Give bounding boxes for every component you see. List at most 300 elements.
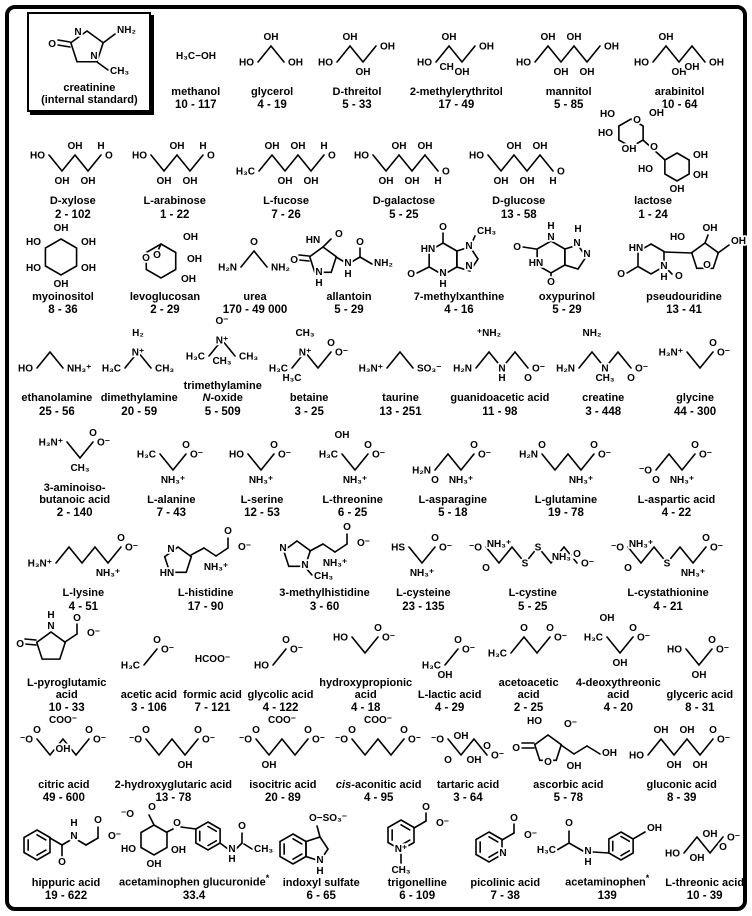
svg-text:OH: OH xyxy=(671,67,687,79)
svg-text:O: O xyxy=(104,150,113,162)
svg-text:O: O xyxy=(443,754,452,766)
svg-text:H₃C: H₃C xyxy=(488,648,508,660)
svg-text:OH: OH xyxy=(53,278,69,290)
compound-name: ascorbic acid xyxy=(533,778,604,791)
compound-name: mannitol xyxy=(545,86,592,99)
svg-text:N: N xyxy=(547,231,555,243)
figure-row-1 xyxy=(13,13,739,112)
compound-range: 170 - 49 000 xyxy=(222,304,288,316)
svg-text:H₃C: H₃C xyxy=(102,363,122,375)
compound-range: 5 - 33 xyxy=(342,99,372,112)
figure-row-4 xyxy=(13,317,739,419)
compound-ethanolamine xyxy=(19,328,95,418)
svg-text:O⁻: O⁻ xyxy=(290,644,304,656)
svg-text:O: O xyxy=(709,338,717,350)
svg-text:O: O xyxy=(454,635,463,647)
svg-text:OH: OH xyxy=(679,724,695,736)
svg-text:H: H xyxy=(70,817,78,829)
svg-text:N: N xyxy=(465,260,473,272)
svg-text:O: O xyxy=(327,150,336,162)
svg-text:OH: OH xyxy=(264,141,280,153)
compound-name: L-cysteine xyxy=(396,587,451,600)
figure-row-2 xyxy=(13,108,739,221)
structure-hippuric-acid xyxy=(13,814,122,877)
compound-citric-acid xyxy=(19,715,109,805)
compound-range: 11 - 98 xyxy=(482,405,518,418)
svg-text:⁻O: ⁻O xyxy=(19,734,33,746)
svg-text:H: H xyxy=(319,141,328,153)
figure-row-6 xyxy=(13,520,739,614)
compound-name: 7-methylxanthine xyxy=(413,290,505,303)
compound-name: L-glutamine xyxy=(534,493,598,506)
svg-text:NH₃⁺: NH₃⁺ xyxy=(203,562,228,574)
svg-text:H: H xyxy=(434,176,442,188)
svg-text:NH₃⁺: NH₃⁺ xyxy=(342,474,367,486)
svg-text:O: O xyxy=(702,533,710,545)
svg-text:H₃N⁺: H₃N⁺ xyxy=(358,363,383,375)
structure-pseudouridine xyxy=(617,221,747,291)
compound-range: 25 - 56 xyxy=(38,405,75,418)
svg-text:OH: OH xyxy=(540,32,556,44)
svg-text:O⁻: O⁻ xyxy=(710,542,724,554)
svg-text:OH: OH xyxy=(647,823,663,835)
svg-text:O⁻: O⁻ xyxy=(237,542,251,554)
svg-text:N⁺: N⁺ xyxy=(131,347,145,359)
svg-text:H: H xyxy=(316,865,324,877)
svg-text:HO: HO xyxy=(354,150,370,162)
svg-text:OH: OH xyxy=(666,759,682,771)
compound-range: 5 - 25 xyxy=(518,600,548,613)
compound-name: gluconic acid xyxy=(646,778,717,791)
compound-l-serine xyxy=(230,430,294,520)
structure-acetic-acid xyxy=(120,625,177,689)
compound-3-aminoisobutanoic-acid xyxy=(37,418,113,520)
compound-lactose xyxy=(585,108,721,221)
svg-text:⁻O: ⁻O xyxy=(121,809,135,821)
svg-text:CH₃: CH₃ xyxy=(595,373,615,385)
compound-name: cis-aconitic acid xyxy=(335,778,422,791)
structure-betaine xyxy=(268,328,351,392)
svg-text:OH: OH xyxy=(67,141,83,153)
svg-text:N: N xyxy=(499,847,507,859)
compound-range: 13 - 41 xyxy=(666,304,702,316)
svg-text:OH: OH xyxy=(182,176,198,188)
figure-row-3 xyxy=(13,220,746,318)
compound-name: L-pyroglutamic acid xyxy=(26,676,107,702)
compound-name: hydroxypropionic acid xyxy=(319,676,413,702)
structure-l-lactic-acid xyxy=(418,625,482,689)
structure-cis-aconitic-acid xyxy=(334,715,424,779)
svg-text:O: O xyxy=(557,166,565,178)
svg-text:HO: HO xyxy=(416,57,432,69)
svg-text:NH₃⁺: NH₃⁺ xyxy=(669,474,695,486)
svg-text:OH: OH xyxy=(506,141,522,153)
compound-name: creatine xyxy=(582,392,625,405)
structure-l-lysine xyxy=(26,523,141,587)
svg-text:O⁻: O⁻ xyxy=(717,347,731,359)
svg-text:O: O xyxy=(206,150,215,162)
svg-text:H: H xyxy=(47,609,55,621)
compound-range: 44 - 300 xyxy=(673,405,717,418)
compound-range: 10 - 117 xyxy=(174,99,217,112)
svg-text:N⁺: N⁺ xyxy=(298,347,311,359)
svg-text:H₃C: H₃C xyxy=(282,373,302,385)
svg-text:N: N xyxy=(47,620,55,632)
compound-range: 13 - 251 xyxy=(379,405,422,418)
svg-text:HO: HO xyxy=(600,109,616,121)
svg-text:N: N xyxy=(167,544,175,556)
svg-text:O⁻: O⁻ xyxy=(92,734,106,746)
structure-methanol xyxy=(166,22,226,86)
compound-name: L-lysine xyxy=(62,587,105,600)
svg-text:N: N xyxy=(660,260,668,272)
structure-acetaminophen-glucuronide xyxy=(119,802,274,874)
compound-range: 8 - 39 xyxy=(666,791,697,804)
svg-text:OH: OH xyxy=(702,828,718,840)
compound-range: 5 - 18 xyxy=(438,507,468,520)
compound-name: 3-aminoiso- butanoic acid xyxy=(39,481,111,506)
svg-text:OH: OH xyxy=(649,108,665,120)
svg-text:O: O xyxy=(173,818,181,830)
compound-name: pseudouridine xyxy=(646,290,722,303)
compound-name: glyceric acid xyxy=(666,689,734,702)
svg-text:OH: OH xyxy=(81,262,96,274)
svg-text:NH₃⁺: NH₃⁺ xyxy=(95,568,121,580)
compound-l-aspartic-acid xyxy=(638,430,716,520)
svg-text:HO: HO xyxy=(332,632,348,644)
svg-text:OH: OH xyxy=(621,144,637,156)
svg-text:OH: OH xyxy=(579,67,595,79)
svg-text:O: O xyxy=(442,166,451,178)
figure-row-8 xyxy=(13,715,739,805)
compound-range: 10 - 39 xyxy=(686,889,723,902)
compound-3-methylhistidine xyxy=(271,519,379,613)
svg-text:OH: OH xyxy=(437,670,453,682)
svg-text:NH₂: NH₂ xyxy=(374,257,393,269)
svg-text:NH₃⁺: NH₃⁺ xyxy=(552,552,577,564)
compound-range: 10 - 64 xyxy=(661,99,698,112)
svg-text:H₃C: H₃C xyxy=(137,449,157,461)
compound-name: levoglucosan xyxy=(129,290,201,303)
svg-text:OH: OH xyxy=(342,32,357,44)
svg-text:O: O xyxy=(282,635,290,647)
svg-text:NH₃⁺: NH₃⁺ xyxy=(449,474,474,486)
structure-taurine xyxy=(357,328,445,392)
svg-text:H₂N: H₂N xyxy=(452,363,472,375)
compound-range: 3 - 64 xyxy=(453,791,483,804)
svg-text:OH: OH xyxy=(689,852,705,864)
svg-text:⁻O: ⁻O xyxy=(611,542,625,554)
svg-text:O: O xyxy=(520,622,529,634)
svg-text:O⁻: O⁻ xyxy=(698,449,712,461)
compound-name: 2-methylerythritol xyxy=(409,86,503,99)
svg-text:H₃N⁺: H₃N⁺ xyxy=(658,347,684,359)
svg-text:OH: OH xyxy=(566,32,582,44)
svg-text:⁻O: ⁻O xyxy=(469,542,483,554)
compound-d-xylose xyxy=(31,131,115,221)
svg-text:O: O xyxy=(719,841,728,853)
svg-text:H: H xyxy=(660,271,668,283)
svg-text:OH: OH xyxy=(684,62,700,74)
svg-text:O: O xyxy=(709,724,718,736)
svg-text:O: O xyxy=(617,268,625,280)
compound-name: L-aspartic acid xyxy=(637,493,716,506)
compound-range: 23 - 135 xyxy=(402,600,445,613)
compound-range: 4 - 122 xyxy=(262,702,299,715)
svg-text:OH: OH xyxy=(171,845,187,857)
compound-name: L-serine xyxy=(240,493,284,506)
svg-text:OH: OH xyxy=(334,429,350,441)
svg-text:O⁻: O⁻ xyxy=(202,734,216,746)
svg-text:OH: OH xyxy=(669,184,685,196)
svg-text:O: O xyxy=(703,259,711,271)
svg-text:O: O xyxy=(482,563,491,575)
svg-text:NH₂: NH₂ xyxy=(117,25,137,37)
svg-text:O: O xyxy=(347,724,356,736)
compound-creatinine xyxy=(27,12,151,112)
svg-text:OH: OH xyxy=(378,176,394,188)
svg-text:O: O xyxy=(707,635,716,647)
compound-l-histidine xyxy=(154,523,258,613)
svg-text:N: N xyxy=(344,257,352,269)
compound-glycine xyxy=(657,328,733,418)
svg-text:NH₃⁺: NH₃⁺ xyxy=(322,558,347,570)
svg-text:OH: OH xyxy=(303,176,319,188)
structure-l-cystathionine xyxy=(610,523,726,587)
structure-trigonelline xyxy=(373,801,461,877)
structure-guanidoacetic-acid xyxy=(450,328,549,392)
compound-name: L-lactic acid xyxy=(417,689,482,702)
compound-range: 139 xyxy=(597,889,617,902)
svg-text:H: H xyxy=(439,278,447,290)
compound-range: 7 - 38 xyxy=(490,889,520,902)
svg-text:O: O xyxy=(290,254,298,266)
compound-l-lysine xyxy=(26,523,141,613)
compound-glycerol xyxy=(240,22,304,112)
compound-range: 4 - 18 xyxy=(350,702,381,715)
svg-text:O−SO₃⁻: O−SO₃⁻ xyxy=(309,812,348,824)
svg-text:H₃C: H₃C xyxy=(121,660,141,672)
compound-name: L-cystine xyxy=(508,587,557,600)
compound-glycolic-acid xyxy=(248,625,314,715)
compound-acetic-acid xyxy=(120,625,177,715)
structure-d-glucose xyxy=(470,131,567,195)
svg-text:O⁻: O⁻ xyxy=(531,363,545,375)
compound-range: 4 - 20 xyxy=(603,702,634,715)
svg-text:O⁻: O⁻ xyxy=(490,750,504,762)
svg-text:O⁻: O⁻ xyxy=(554,632,568,644)
compound-name: lactose xyxy=(634,195,673,208)
svg-text:O: O xyxy=(627,373,636,385)
svg-text:HO: HO xyxy=(317,57,333,69)
structure-creatine xyxy=(555,328,651,392)
structure-7-methylxanthine xyxy=(405,223,513,291)
svg-text:OH: OH xyxy=(731,235,746,247)
compound-name: creatinine (internal standard) xyxy=(41,82,138,107)
svg-text:OH: OH xyxy=(417,141,433,153)
svg-text:HN: HN xyxy=(305,234,321,246)
compound-range: 4 - 16 xyxy=(444,304,474,316)
compound-range: 4 - 51 xyxy=(68,600,99,613)
compound-range: 5 - 509 xyxy=(204,405,241,418)
svg-text:O: O xyxy=(399,724,408,736)
svg-text:N⁺: N⁺ xyxy=(394,843,408,855)
svg-text:HO: HO xyxy=(527,715,543,727)
svg-text:HO: HO xyxy=(29,150,45,162)
svg-text:O: O xyxy=(629,622,638,634)
svg-text:OH: OH xyxy=(290,141,306,153)
svg-text:H₃C: H₃C xyxy=(584,632,604,644)
compound-l-alanine xyxy=(136,430,206,520)
compound-range: 1 - 22 xyxy=(159,208,190,221)
compound-name: L-threonine xyxy=(322,493,383,506)
structure-3-methylhistidine xyxy=(271,519,379,587)
svg-text:OH: OH xyxy=(379,41,395,53)
compound-name: glycine xyxy=(676,392,715,405)
svg-text:OH: OH xyxy=(54,176,70,188)
svg-text:O: O xyxy=(356,236,364,248)
structure-indoxyl-sulfate xyxy=(269,811,373,877)
svg-text:O: O xyxy=(142,252,150,264)
svg-text:O⁻: O⁻ xyxy=(381,632,395,644)
structure-l-arabinose xyxy=(133,131,217,195)
svg-text:O: O xyxy=(223,526,232,538)
svg-text:OH: OH xyxy=(658,32,674,44)
compound-name: tartaric acid xyxy=(436,778,500,791)
svg-text:OH: OH xyxy=(169,141,185,153)
compound-name: 2-hydroxyglutaric acid xyxy=(114,778,233,791)
svg-text:N: N xyxy=(228,844,236,856)
svg-text:HO: HO xyxy=(26,262,41,274)
svg-text:O⁻: O⁻ xyxy=(524,829,538,841)
svg-text:HO: HO xyxy=(131,150,147,162)
compound-name: L-arabinose xyxy=(143,195,206,208)
svg-text:O: O xyxy=(439,221,447,233)
svg-text:O⁻: O⁻ xyxy=(96,437,110,449)
svg-text:HO: HO xyxy=(666,644,682,656)
compound-range: 4 - 29 xyxy=(434,702,465,715)
compound-glyceric-acid xyxy=(667,625,734,715)
structure-l-pyroglutamic-acid xyxy=(15,609,115,677)
svg-text:O⁻: O⁻ xyxy=(108,830,122,842)
structure-l-fucose xyxy=(235,131,338,195)
structure-hydroxypropionic-acid xyxy=(319,613,412,677)
svg-text:H: H xyxy=(584,857,592,869)
structure-lactose xyxy=(585,108,721,196)
svg-text:O: O xyxy=(363,439,372,451)
compound-name: dimethylamine xyxy=(100,392,178,405)
compound-urea xyxy=(217,227,293,317)
compound-name: trigonelline xyxy=(387,876,447,889)
svg-text:COO⁻: COO⁻ xyxy=(363,714,392,726)
svg-text:O: O xyxy=(675,270,683,282)
compound-name: D-threitol xyxy=(332,86,382,99)
compound-range: 49 - 600 xyxy=(42,791,85,804)
svg-text:H₃N⁺: H₃N⁺ xyxy=(38,437,63,449)
svg-text:O: O xyxy=(303,724,312,736)
svg-text:OH: OH xyxy=(80,176,96,188)
structure-glycine xyxy=(657,328,733,392)
compound-range: 3 - 25 xyxy=(294,405,324,418)
svg-text:O⁻: O⁻ xyxy=(597,449,611,461)
svg-text:SO₃⁻: SO₃⁻ xyxy=(416,363,441,375)
svg-text:NH₂: NH₂ xyxy=(582,328,602,340)
svg-text:CH₃: CH₃ xyxy=(155,363,175,375)
compound-myoinositol xyxy=(13,221,113,317)
svg-text:H₃C: H₃C xyxy=(268,363,288,375)
structure-arabinitol xyxy=(635,22,725,86)
svg-text:OH: OH xyxy=(693,170,709,182)
svg-text:CH₃: CH₃ xyxy=(313,571,333,583)
compound-range: 4 - 22 xyxy=(661,507,692,520)
svg-text:H₃N⁺: H₃N⁺ xyxy=(27,558,52,570)
svg-text:O: O xyxy=(523,373,532,385)
svg-text:H₃C−OH: H₃C−OH xyxy=(175,51,216,63)
svg-text:O: O xyxy=(116,533,125,545)
svg-text:O⁻: O⁻ xyxy=(215,316,229,328)
svg-text:O: O xyxy=(194,724,203,736)
compound-name: L-alanine xyxy=(147,493,196,506)
compound-range: 6 - 25 xyxy=(337,507,368,520)
compound-name: D-galactose xyxy=(372,195,436,208)
svg-text:H₂N: H₂N xyxy=(218,262,237,274)
svg-text:HO: HO xyxy=(254,660,270,672)
svg-text:OH: OH xyxy=(493,176,509,188)
compound-range: 17 - 90 xyxy=(187,600,224,613)
svg-text:NH₂: NH₂ xyxy=(271,262,290,274)
svg-text:CH₃: CH₃ xyxy=(391,864,411,876)
svg-text:O: O xyxy=(624,563,632,575)
compound-name: L-histidine xyxy=(177,587,234,600)
svg-text:O⁻: O⁻ xyxy=(581,558,595,570)
compound-l-arabinose xyxy=(133,131,217,221)
structure-tartaric-acid xyxy=(430,715,507,779)
svg-text:OH: OH xyxy=(454,67,470,79)
compound-formic-acid xyxy=(183,625,242,715)
compound-name: L-asparagine xyxy=(418,493,488,506)
compound-l-cystathionine xyxy=(610,523,726,613)
compound-range: 12 - 53 xyxy=(244,507,280,520)
svg-text:S: S xyxy=(521,558,529,570)
svg-text:O: O xyxy=(482,740,491,752)
svg-text:OH: OH xyxy=(653,724,669,736)
compound-name: guanidoacetic acid xyxy=(450,392,550,405)
svg-text:OH: OH xyxy=(441,32,457,44)
svg-text:O⁻: O⁻ xyxy=(334,347,348,359)
compound-range: 2 - 140 xyxy=(56,507,93,520)
svg-text:N: N xyxy=(465,240,473,252)
svg-text:N: N xyxy=(74,27,82,39)
compound-range: 20 - 89 xyxy=(264,791,301,804)
svg-text:HO: HO xyxy=(17,363,33,375)
svg-text:OH: OH xyxy=(277,176,293,188)
svg-text:O⁻: O⁻ xyxy=(717,734,731,746)
structure-isocitric-acid xyxy=(238,715,328,779)
svg-text:S: S xyxy=(534,542,542,554)
svg-text:O: O xyxy=(544,756,553,768)
svg-text:⁻O: ⁻O xyxy=(129,734,143,746)
svg-text:H₂N: H₂N xyxy=(556,363,576,375)
compound-trimethylamine-n-oxide xyxy=(184,316,262,418)
compound-allantoin xyxy=(290,225,405,317)
svg-text:NH₃⁺: NH₃⁺ xyxy=(568,474,594,486)
structure-l-threonine xyxy=(318,430,388,494)
svg-text:O⁻: O⁻ xyxy=(311,734,325,746)
svg-text:O⁻: O⁻ xyxy=(124,542,138,554)
structure-2-methylerythritol xyxy=(410,22,503,86)
svg-text:CH₃: CH₃ xyxy=(295,328,315,340)
structure-acetoacetic-acid xyxy=(487,613,570,677)
